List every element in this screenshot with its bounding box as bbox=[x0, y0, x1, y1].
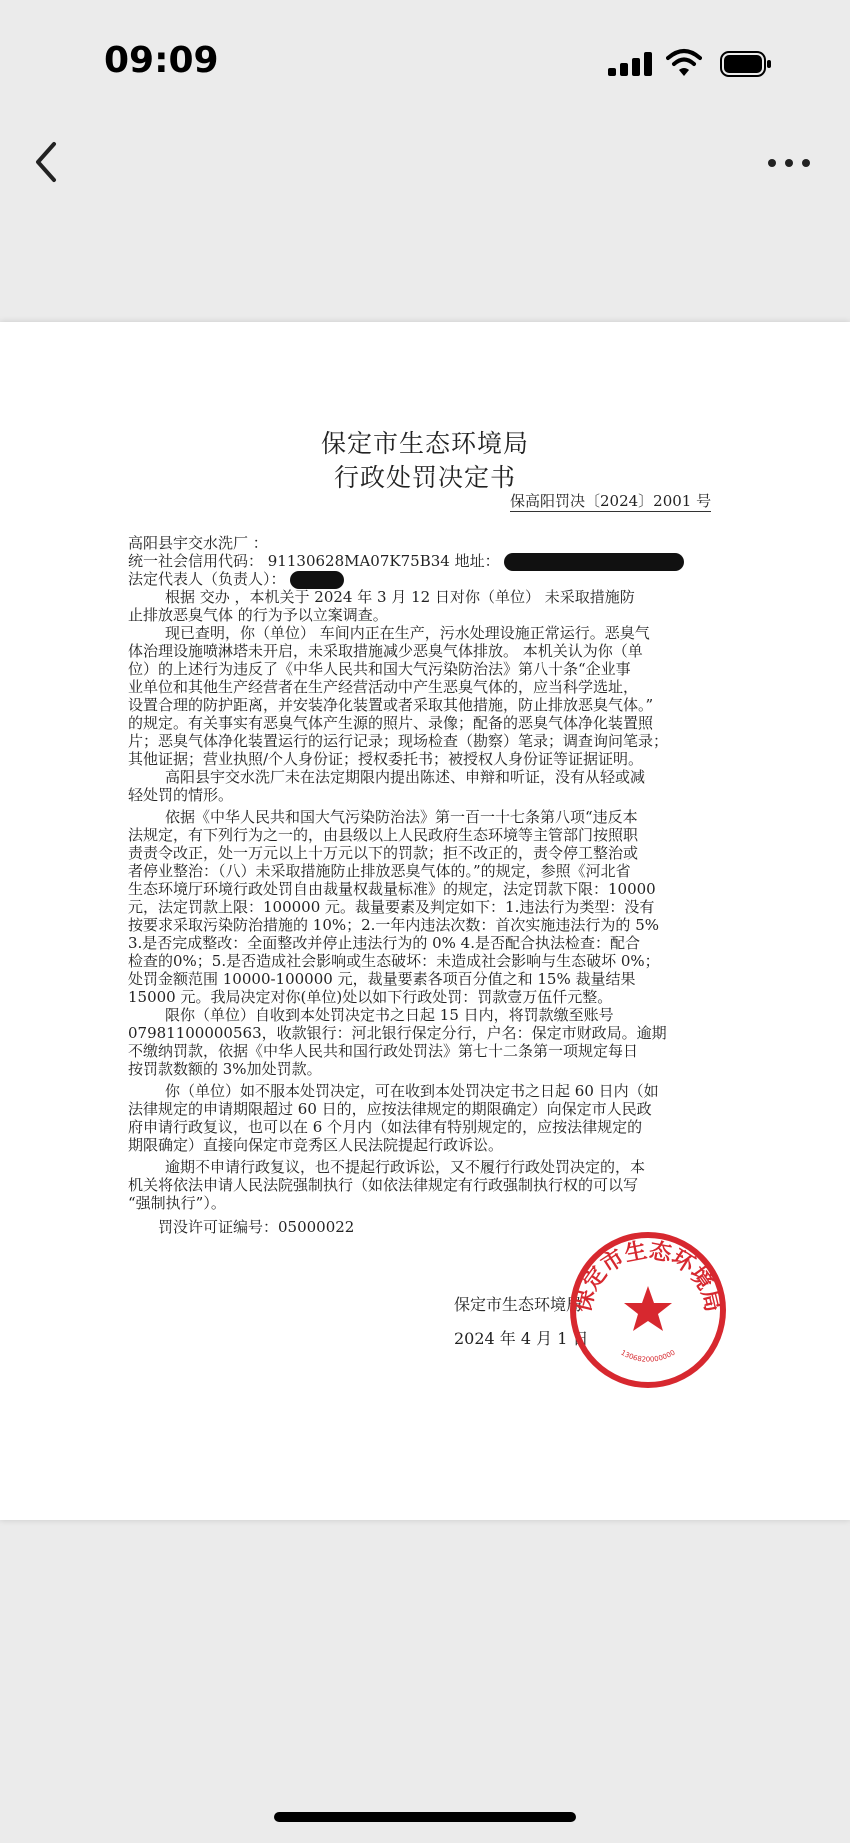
doc-line: 机关将依法申请人民法院强制执行（如依法律规定有行政强制执行权的可以写 bbox=[128, 1176, 639, 1194]
official-red-seal bbox=[568, 1230, 728, 1390]
wifi-icon bbox=[666, 48, 702, 78]
status-time: 09:09 bbox=[104, 40, 219, 81]
doc-line: 生态环境厅环境行政处罚自由裁量权裁量标准》的规定，法定罚款下限：10000 bbox=[128, 880, 656, 898]
cellular-signal-icon bbox=[608, 52, 654, 76]
doc-line: 设置合理的防护距离，并安装净化装置或者采取其他措施，防止排放恶臭气体。” bbox=[128, 696, 654, 714]
doc-line: 片；恶臭气体净化装置运行的运行记录；现场检查（勘察）笔录；调查询问笔录； bbox=[128, 732, 669, 750]
doc-line: 元，法定罚款上限：100000 元。裁量要素及判定如下：1.违法行为类型：没有 bbox=[128, 898, 655, 916]
doc-line: 府申请行政复议，也可以在 6 个月内（如法律有特别规定的，应按法律规定的 bbox=[128, 1118, 643, 1136]
doc-line: 业单位和其他生产经营者在生产经营活动中产生恶臭气体的，应当科学选址， bbox=[128, 678, 639, 696]
doc-line: 依据《中华人民共和国大气污染防治法》第一百一十七条第八项“违反本 bbox=[165, 808, 638, 826]
doc-line: 高阳县宇交水洗厂 ： bbox=[128, 534, 268, 552]
svg-text:1306820000000: 1306820000000 bbox=[619, 1348, 677, 1364]
doc-line: 你（单位）如不服本处罚决定，可在收到本处罚决定书之日起 60 日内（如 bbox=[165, 1082, 659, 1100]
doc-line: 不缴纳罚款，依据《中华人民共和国行政处罚法》第七十二条第一项规定每日 bbox=[128, 1042, 639, 1060]
redacted-name bbox=[290, 571, 344, 589]
doc-line: 位）的上述行为违反了《中华人民共和国大气污染防治法》第八十条“企业事 bbox=[128, 660, 631, 678]
doc-line: 按罚款数额的 3%加处罚款。 bbox=[128, 1060, 322, 1078]
doc-line: 者停业整治：（八）未采取措施防止排放恶臭气体的。”的规定，参照《河北省 bbox=[128, 862, 631, 880]
penalty-decision-document bbox=[0, 322, 850, 1520]
doc-line: 其他证据；营业执照/个人身份证；授权委托书；被授权人身份证等证据证明。 bbox=[128, 750, 644, 768]
doc-title-agency: 保定市生态环境局 bbox=[320, 429, 529, 458]
nav-bar bbox=[0, 130, 850, 200]
svg-text:保定市生态环境局: 保定市生态环境局 bbox=[569, 1237, 727, 1315]
footer-agency: 保定市生态环境局 bbox=[454, 1295, 583, 1314]
doc-line: 3.是否完成整改：全面整改并停止违法行为的 0% 4.是否配合执法检查：配合 bbox=[128, 934, 640, 952]
home-indicator[interactable] bbox=[274, 1812, 576, 1822]
doc-line: 责责令改正，处一万元以上十万元以下的罚款；拒不改正的，责令停工整治或 bbox=[128, 844, 639, 862]
doc-number: 保高阳罚决〔2024〕2001 号 bbox=[510, 492, 712, 510]
doc-line: “强制执行”）。 bbox=[128, 1194, 226, 1212]
doc-line: 法规定，有下列行为之一的，由县级以上人民政府生态环境等主管部门按照职 bbox=[128, 826, 639, 844]
doc-line: 07981100000563，收款银行：河北银行保定分行，户名：保定市财政局。逾期 bbox=[128, 1024, 667, 1042]
doc-line: 检查的0%；5.是否造成社会影响或生态破坏：未造成社会影响与生态破坏 0%； bbox=[128, 952, 660, 970]
doc-line: 的规定。有关事实有恶臭气体产生源的照片、录像；配备的恶臭气体净化装置照 bbox=[128, 714, 654, 732]
doc-line: 体治理设施喷淋塔未开启，未采取措施减少恶臭气体排放。 本机关认为你（单 bbox=[128, 642, 643, 660]
doc-line: 法律规定的申请期限超过 60 日的，应按法律规定的期限确定）向保定市人民政 bbox=[128, 1100, 652, 1118]
doc-line: 现已查明，你（单位） 车间内正在生产，污水处理设施正常运行。恶臭气 bbox=[165, 624, 650, 642]
doc-line: 期限确定）直接向保定市竞秀区人民法院提起行政诉讼。 bbox=[128, 1136, 504, 1154]
doc-line: 处罚金额范围 10000-100000 元，裁量要素各项百分值之和 15% 裁量结果 bbox=[128, 970, 636, 988]
doc-line: 高阳县宇交水洗厂未在法定期限内提出陈述、申辩和听证，没有从轻或减 bbox=[165, 768, 646, 786]
doc-line: 按要求采取污染防治措施的 10%；2.一年内违法次数：首次实施违法行为的 5% bbox=[128, 916, 659, 934]
status-bar bbox=[0, 0, 850, 120]
doc-title: 行政处罚决定书 bbox=[333, 463, 516, 492]
doc-line: 限你（单位）自收到本处罚决定书之日起 15 日内，将罚款缴至账号 bbox=[165, 1006, 614, 1024]
doc-line: 统一社会信用代码： 91130628MA07K75B34 地址： bbox=[128, 552, 684, 571]
permit-number: 罚没许可证编号：05000022 bbox=[158, 1218, 355, 1236]
doc-line: 止排放恶臭气体 的行为予以立案调查。 bbox=[128, 606, 388, 624]
doc-line: 15000 元。我局决定对你(单位)处以如下行政处罚：罚款壹万伍仟元整。 bbox=[128, 988, 613, 1006]
doc-line: 轻处罚的情形。 bbox=[128, 786, 234, 804]
battery-icon bbox=[720, 50, 772, 78]
back-chevron-icon[interactable] bbox=[28, 140, 68, 184]
redacted-address bbox=[504, 553, 684, 571]
doc-line: 逾期不申请行政复议，也不提起行政诉讼，又不履行行政处罚决定的，本 bbox=[165, 1158, 646, 1176]
document-page[interactable] bbox=[0, 322, 850, 1520]
doc-line: 根据 交办 ，本机关于 2024 年 3 月 12 日对你（单位） 未采取措施防 bbox=[165, 588, 635, 606]
more-options-icon[interactable] bbox=[764, 150, 814, 174]
doc-line: 法定代表人（负责人）： bbox=[128, 570, 344, 589]
footer-date: 2024 年 4 月 1 日 bbox=[454, 1329, 589, 1348]
